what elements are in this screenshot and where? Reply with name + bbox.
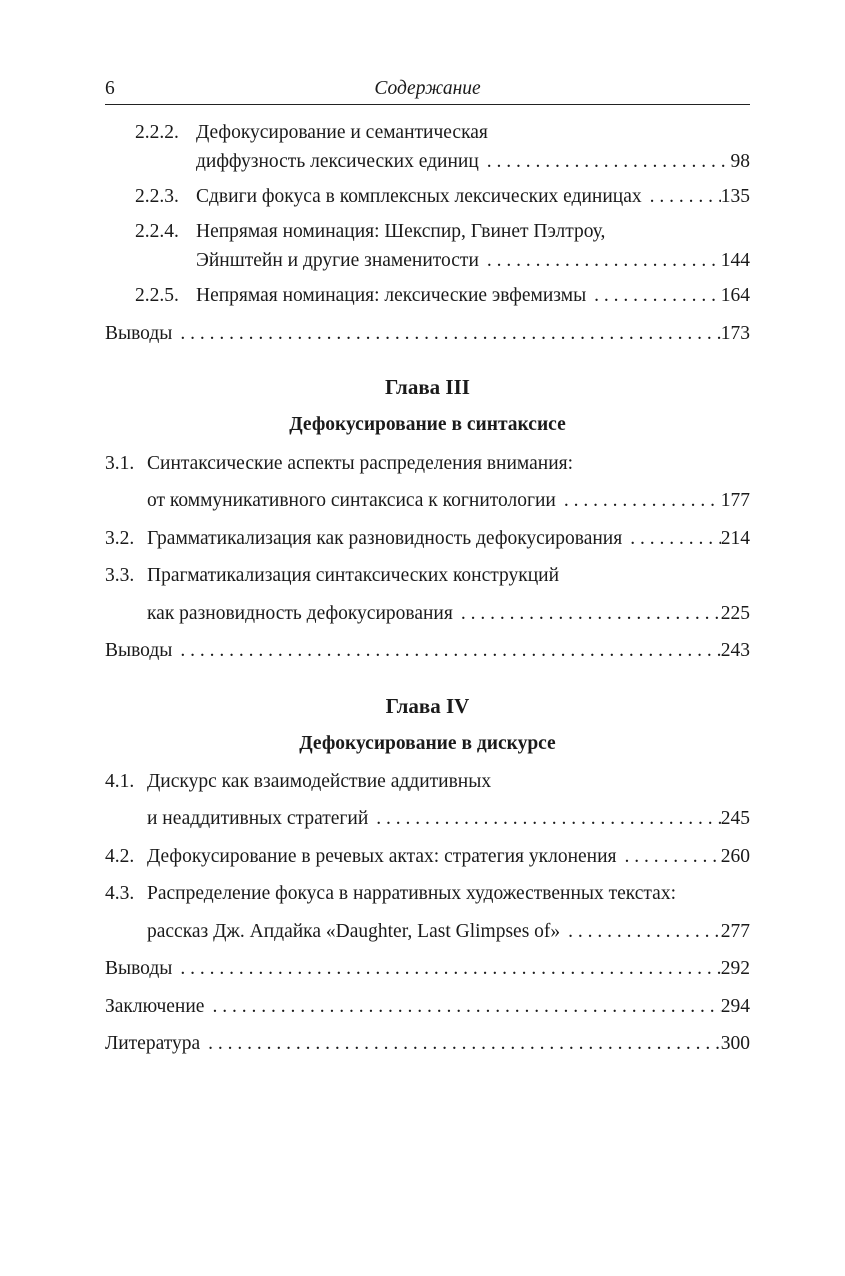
toc-entry-2-2-2[interactable] bbox=[105, 120, 750, 146]
entry-title: Литература bbox=[105, 1033, 201, 1054]
entry-title-line1: Прагматикализация синтаксических конструкций bbox=[147, 565, 560, 586]
toc-entry-3-3[interactable] bbox=[105, 563, 750, 589]
entry-title-line1: Дефокусирование в речевых актах: стратегия уклонения bbox=[147, 846, 617, 867]
entry-title-line2: как разновидность дефокусирования bbox=[147, 603, 453, 624]
toc-entry-3-1[interactable] bbox=[105, 451, 750, 477]
entry-title-line2: Эйнштейн и другие знаменитости bbox=[196, 250, 479, 271]
entry-title-line2: от коммуникативного синтаксиса к когнитологии bbox=[147, 490, 556, 511]
entry-title-line1: Дискурс как взаимодействие аддитивных bbox=[147, 771, 492, 792]
leader-row bbox=[105, 956, 750, 982]
leader-row bbox=[196, 184, 750, 210]
toc-entry-4-1-cont[interactable] bbox=[105, 806, 750, 832]
page-ref: 214 bbox=[720, 528, 750, 549]
page-ref: 164 bbox=[720, 285, 750, 306]
chapter-heading: Глава III bbox=[385, 375, 470, 399]
page-ref: 277 bbox=[720, 921, 750, 942]
dot-leader bbox=[642, 184, 721, 210]
entry-number: 4.3. bbox=[105, 883, 135, 904]
leader-row bbox=[147, 601, 750, 627]
toc-entry-conclusions-ch4[interactable] bbox=[105, 956, 750, 982]
entry-title-line1: Синтаксические аспекты распределения внимания: bbox=[147, 453, 574, 474]
toc-entry-4-3-cont[interactable] bbox=[105, 919, 750, 945]
entry-title-line1: Непрямая номинация: Шекспир, Гвинет Пэлтроу, bbox=[196, 221, 606, 242]
chapter-title: Дефокусирование в синтаксисе bbox=[289, 414, 566, 435]
entry-number: 2.2.3. bbox=[135, 186, 179, 207]
dot-leader bbox=[617, 844, 721, 870]
dot-leader bbox=[556, 488, 721, 514]
dot-leader bbox=[560, 919, 721, 945]
toc-entry-3-2[interactable] bbox=[105, 526, 750, 552]
leader-row bbox=[105, 638, 750, 664]
page-number: 6 bbox=[105, 78, 115, 99]
page-ref: 260 bbox=[720, 846, 750, 867]
leader-row bbox=[105, 1031, 750, 1057]
toc-entry-4-2[interactable] bbox=[105, 844, 750, 870]
toc-entry-2-2-5[interactable] bbox=[105, 283, 750, 309]
running-header bbox=[105, 78, 750, 105]
entry-title-line1: Дефокусирование и семантическая bbox=[196, 122, 488, 143]
dot-leader bbox=[479, 149, 731, 175]
page-ref: 144 bbox=[720, 250, 750, 271]
toc-entry-2-2-4-cont[interactable] bbox=[105, 248, 750, 274]
entry-title-line1: Грамматикализация как разновидность дефокусирования bbox=[147, 528, 623, 549]
entry-number: 2.2.5. bbox=[135, 285, 179, 306]
entry-title: Выводы bbox=[105, 958, 173, 979]
leader-row bbox=[105, 994, 750, 1020]
entry-number: 4.2. bbox=[105, 846, 135, 867]
dot-leader bbox=[368, 806, 720, 832]
entry-number: 2.2.2. bbox=[135, 122, 179, 143]
dot-leader bbox=[172, 638, 720, 664]
toc-entry-4-3[interactable] bbox=[105, 881, 750, 907]
page-ref: 245 bbox=[720, 808, 750, 829]
leader-row bbox=[105, 321, 750, 347]
leader-row bbox=[196, 283, 750, 309]
toc-entry-3-3-cont[interactable] bbox=[105, 601, 750, 627]
toc-entry-2-2-2-cont[interactable] bbox=[105, 149, 750, 175]
dot-leader bbox=[172, 956, 720, 982]
dot-leader bbox=[204, 994, 720, 1020]
entry-title-line2: диффузность лексических единиц bbox=[196, 151, 479, 172]
page-ref: 292 bbox=[720, 958, 750, 979]
dot-leader bbox=[200, 1031, 721, 1057]
entry-title-line1: Непрямая номинация: лексические эвфемизмы bbox=[196, 285, 587, 306]
dot-leader bbox=[172, 321, 720, 347]
page-ref: 177 bbox=[720, 490, 750, 511]
entry-number: 3.2. bbox=[105, 528, 135, 549]
dot-leader bbox=[586, 283, 721, 309]
dot-leader bbox=[479, 248, 721, 274]
entry-title: Выводы bbox=[105, 640, 173, 661]
page-ref: 294 bbox=[720, 996, 750, 1017]
toc-entry-conclusion[interactable] bbox=[105, 994, 750, 1020]
entry-number: 4.1. bbox=[105, 771, 135, 792]
entry-title-line2: рассказ Дж. Апдайка «Daughter, Last Glimpses of» bbox=[147, 921, 561, 942]
leader-row bbox=[196, 149, 750, 175]
leader-row bbox=[147, 844, 750, 870]
leader-row bbox=[147, 919, 750, 945]
chapter-heading: Глава IV bbox=[385, 694, 470, 718]
dot-leader bbox=[622, 526, 721, 552]
entry-title-line2: и неаддитивных стратегий bbox=[147, 808, 369, 829]
toc-entry-conclusions-ch2[interactable] bbox=[105, 321, 750, 347]
toc-entry-conclusions-ch3[interactable] bbox=[105, 638, 750, 664]
entry-title: Выводы bbox=[105, 323, 173, 344]
toc-entry-2-2-4[interactable] bbox=[105, 219, 750, 245]
entry-title: Заключение bbox=[105, 996, 205, 1017]
entry-number: 2.2.4. bbox=[135, 221, 179, 242]
toc-entry-4-1[interactable] bbox=[105, 769, 750, 795]
entry-number: 3.1. bbox=[105, 453, 135, 474]
toc-entry-2-2-3[interactable] bbox=[105, 184, 750, 210]
toc-entry-3-1-cont[interactable] bbox=[105, 488, 750, 514]
page-ref: 173 bbox=[720, 323, 750, 344]
page-ref: 225 bbox=[720, 603, 750, 624]
leader-row bbox=[147, 526, 750, 552]
page-ref: 98 bbox=[730, 151, 750, 172]
page-ref: 243 bbox=[720, 640, 750, 661]
leader-row bbox=[147, 806, 750, 832]
chapter-title: Дефокусирование в дискурсе bbox=[299, 733, 556, 754]
page-ref: 300 bbox=[720, 1033, 750, 1054]
entry-title-line1: Сдвиги фокуса в комплексных лексических единицах bbox=[196, 186, 642, 207]
dot-leader bbox=[453, 601, 721, 627]
leader-row bbox=[147, 488, 750, 514]
entry-number: 3.3. bbox=[105, 565, 135, 586]
running-title: Содержание bbox=[374, 78, 481, 99]
toc-entry-literature[interactable] bbox=[105, 1031, 750, 1057]
page-ref: 135 bbox=[720, 186, 750, 207]
entry-title-line1: Распределение фокуса в нарративных художественных текстах: bbox=[147, 883, 677, 904]
leader-row bbox=[196, 248, 750, 274]
